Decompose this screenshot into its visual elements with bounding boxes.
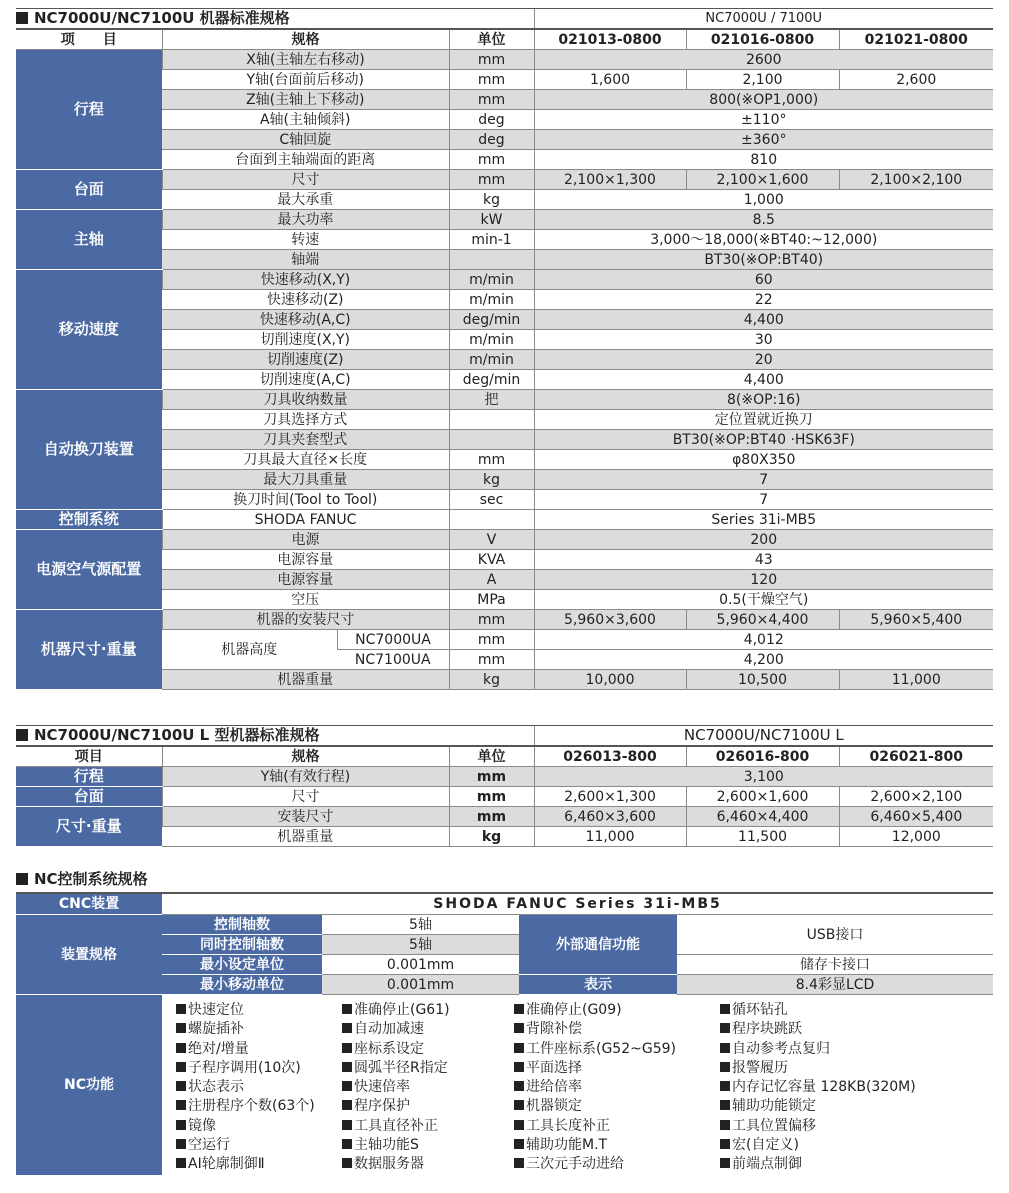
spec-label: 刀具夹套型式 xyxy=(162,430,449,450)
spec-label: 机器重量 xyxy=(162,827,449,847)
cnc-label: CNC装置 xyxy=(16,893,162,915)
nc-function-column xyxy=(342,998,514,1175)
spec-label: 刀具最大直径×长度 xyxy=(162,450,449,470)
col-unit-header: 单位 xyxy=(449,746,534,767)
value-cell: BT30(※OP:BT40) xyxy=(534,250,993,270)
unit-cell: m/min xyxy=(449,270,534,290)
spec-label: 切削速度(A,C) xyxy=(162,370,449,390)
square-bullet-icon xyxy=(342,1139,352,1149)
unit-cell: m/min xyxy=(449,290,534,310)
value-cell: 5,960×5,400 xyxy=(839,610,993,630)
spec-label: A轴(主轴倾斜) xyxy=(162,110,449,130)
value-cell: 4,400 xyxy=(534,310,993,330)
spec-label: Z轴(主轴上下移动) xyxy=(162,90,449,110)
spec-label: 空压 xyxy=(162,590,449,610)
square-bullet-icon xyxy=(342,1004,352,1014)
spec-label: 切削速度(X,Y) xyxy=(162,330,449,350)
square-bullet-icon xyxy=(720,1100,730,1110)
value-cell: 0.5(干燥空气) xyxy=(534,590,993,610)
value-cell: 7 xyxy=(534,490,993,510)
display-value: 8.4彩显LCD xyxy=(677,975,993,995)
square-bullet-icon xyxy=(514,1139,524,1149)
nc-function-item: 准确停止(G61) xyxy=(342,1001,514,1020)
spec-label: 机器高度 xyxy=(162,630,337,670)
nc-function-item: AI轮廓制御Ⅱ xyxy=(176,1155,342,1174)
nc-function-item: 自动加减速 xyxy=(342,1020,514,1039)
col-spec-header: 规格 xyxy=(162,746,449,767)
cnc-value: SHODA FANUC Series 31i-MB5 xyxy=(162,893,993,915)
unit-cell: m/min xyxy=(449,330,534,350)
unit-cell: deg/min xyxy=(449,310,534,330)
value-cell: 120 xyxy=(534,570,993,590)
square-bullet-icon xyxy=(342,1023,352,1033)
square-bullet-icon xyxy=(176,1023,186,1033)
spec-label: 最大功率 xyxy=(162,210,449,230)
device-label: 装置规格 xyxy=(16,915,162,995)
unit-cell: kg xyxy=(449,827,534,847)
comm-label: 外部通信功能 xyxy=(519,915,677,975)
unit-cell: mm xyxy=(449,50,534,70)
value-cell: 2,100×2,100 xyxy=(839,170,993,190)
value-cell: 2,100×1,600 xyxy=(686,170,839,190)
spec-label: 快速移动(X,Y) xyxy=(162,270,449,290)
square-bullet-icon xyxy=(176,1062,186,1072)
square-bullet-icon xyxy=(16,12,28,24)
value-cell: φ80X350 xyxy=(534,450,993,470)
square-bullet-icon xyxy=(720,1158,730,1168)
unit-cell: mm xyxy=(449,787,534,807)
unit-cell: deg/min xyxy=(449,370,534,390)
value-cell: ±360° xyxy=(534,130,993,150)
nc-function-item: 绝对/增量 xyxy=(176,1040,342,1059)
col-unit-header: 单位 xyxy=(449,29,534,50)
unit-cell xyxy=(449,250,534,270)
spec-label: 机器的安装尺寸 xyxy=(162,610,449,630)
spec-label: 转速 xyxy=(162,230,449,250)
square-bullet-icon xyxy=(342,1120,352,1130)
nc-function-item: 状态表示 xyxy=(176,1078,342,1097)
value-cell: 20 xyxy=(534,350,993,370)
unit-cell: min-1 xyxy=(449,230,534,250)
square-bullet-icon xyxy=(720,1043,730,1053)
device-item-value: 5轴 xyxy=(322,935,519,955)
sub-spec-label: NC7100UA xyxy=(337,650,449,670)
nc-function-item: 空运行 xyxy=(176,1136,342,1155)
category-power: 电源空气源配置 xyxy=(16,530,162,610)
value-cell: 定位置就近换刀 xyxy=(534,410,993,430)
square-bullet-icon xyxy=(176,1004,186,1014)
nc-function-item: 工具长度补正 xyxy=(514,1117,720,1136)
square-bullet-icon xyxy=(342,1043,352,1053)
spec-label: 刀具选择方式 xyxy=(162,410,449,430)
category-size: 机器尺寸·重量 xyxy=(16,610,162,690)
square-bullet-icon xyxy=(16,873,28,885)
unit-cell: mm xyxy=(449,807,534,827)
unit-cell: MPa xyxy=(449,590,534,610)
nc-function-item: 程序保护 xyxy=(342,1097,514,1116)
model-header-3: 026021-800 xyxy=(839,746,993,767)
col-item-header: 项目 xyxy=(16,746,162,767)
model-series-header: NC7000U/NC7100U L xyxy=(534,726,993,747)
nc-function-item: 快速倍率 xyxy=(342,1078,514,1097)
value-cell: 5,960×4,400 xyxy=(686,610,839,630)
value-cell: 11,000 xyxy=(839,670,993,690)
nc-function-item: 循环钻孔 xyxy=(720,1001,980,1020)
square-bullet-icon xyxy=(514,1023,524,1033)
square-bullet-icon xyxy=(720,1139,730,1149)
section-title: NC7000U/NC7100U L 型机器标准规格 xyxy=(16,726,534,747)
nc-function-item: 工具位置偏移 xyxy=(720,1117,980,1136)
square-bullet-icon xyxy=(720,1023,730,1033)
nc-function-item: 主轴功能S xyxy=(342,1136,514,1155)
category-control: 控制系统 xyxy=(16,510,162,530)
spec-label: 电源容量 xyxy=(162,570,449,590)
spec-label: X轴(主轴左右移动) xyxy=(162,50,449,70)
unit-cell: kg xyxy=(449,190,534,210)
value-cell: 2,600×1,300 xyxy=(534,787,686,807)
device-item-label: 控制轴数 xyxy=(162,915,322,935)
square-bullet-icon xyxy=(176,1100,186,1110)
value-cell: 2,100×1,300 xyxy=(534,170,686,190)
value-cell: 10,500 xyxy=(686,670,839,690)
square-bullet-icon xyxy=(176,1158,186,1168)
spec-label: 快速移动(Z) xyxy=(162,290,449,310)
nc-function-item: 进给倍率 xyxy=(514,1078,720,1097)
square-bullet-icon xyxy=(514,1004,524,1014)
value-cell: 6,460×5,400 xyxy=(839,807,993,827)
square-bullet-icon xyxy=(342,1100,352,1110)
nc-function-grid xyxy=(162,995,993,1175)
value-cell: 4,200 xyxy=(534,650,993,670)
model-header-2: 026016-800 xyxy=(686,746,839,767)
nc-function-item: 宏(自定义) xyxy=(720,1136,980,1155)
nc-function-item: 机器锁定 xyxy=(514,1097,720,1116)
unit-cell: kW xyxy=(449,210,534,230)
category-travel: 行程 xyxy=(16,50,162,170)
nc-control-table xyxy=(16,892,993,1176)
value-cell: 11,000 xyxy=(534,827,686,847)
unit-cell: V xyxy=(449,530,534,550)
value-cell: 3,000～18,000(※BT40:~12,000) xyxy=(534,230,993,250)
value-cell: 2600 xyxy=(534,50,993,70)
category-spindle: 主轴 xyxy=(16,210,162,270)
unit-cell xyxy=(449,410,534,430)
spec-label: 轴端 xyxy=(162,250,449,270)
model-series-header: NC7000U / 7100U xyxy=(534,9,993,30)
nc-function-column xyxy=(162,998,342,1175)
spec-label: 最大刀具重量 xyxy=(162,470,449,490)
col-item-header: 项 目 xyxy=(16,29,162,50)
unit-cell: m/min xyxy=(449,350,534,370)
square-bullet-icon xyxy=(514,1062,524,1072)
value-cell: ±110° xyxy=(534,110,993,130)
square-bullet-icon xyxy=(342,1062,352,1072)
nc-function-item: 程序块跳跃 xyxy=(720,1020,980,1039)
value-cell: 2,600×2,100 xyxy=(839,787,993,807)
device-item-label: 最小设定单位 xyxy=(162,955,322,975)
spec-label: 电源容量 xyxy=(162,550,449,570)
value-cell: 6,460×4,400 xyxy=(686,807,839,827)
display-label: 表示 xyxy=(519,975,677,995)
value-cell: 1,600 xyxy=(534,70,686,90)
value-cell: 810 xyxy=(534,150,993,170)
value-cell: 5,960×3,600 xyxy=(534,610,686,630)
unit-cell: mm xyxy=(449,150,534,170)
nc-control-title: NC控制系统规格 xyxy=(16,868,148,889)
category-travel: 行程 xyxy=(16,767,162,787)
square-bullet-icon xyxy=(176,1120,186,1130)
model-header-1: 021013-0800 xyxy=(534,29,686,50)
unit-cell: A xyxy=(449,570,534,590)
value-cell: 10,000 xyxy=(534,670,686,690)
square-bullet-icon xyxy=(342,1158,352,1168)
value-cell: 22 xyxy=(534,290,993,310)
value-cell: BT30(※OP:BT40 ·HSK63F) xyxy=(534,430,993,450)
spec-label: Y轴(台面前后移动) xyxy=(162,70,449,90)
unit-cell: mm xyxy=(449,610,534,630)
value-cell: 8(※OP:16) xyxy=(534,390,993,410)
square-bullet-icon xyxy=(342,1081,352,1091)
category-feed: 移动速度 xyxy=(16,270,162,390)
spec-label: 机器重量 xyxy=(162,670,449,690)
nc-function-item: 内存记忆容量 128KB(320M) xyxy=(720,1078,980,1097)
nc-function-item: 子程序调用(10次) xyxy=(176,1059,342,1078)
nc-function-item: 镜像 xyxy=(176,1117,342,1136)
spec-label: 尺寸 xyxy=(162,170,449,190)
value-cell: 800(※OP1,000) xyxy=(534,90,993,110)
col-spec-header: 规格 xyxy=(162,29,449,50)
standard-spec-table xyxy=(16,8,993,690)
spec-label: 安装尺寸 xyxy=(162,807,449,827)
spec-label: C轴回旋 xyxy=(162,130,449,150)
device-item-label: 同时控制轴数 xyxy=(162,935,322,955)
spec-label: 切削速度(Z) xyxy=(162,350,449,370)
square-bullet-icon xyxy=(514,1120,524,1130)
nc-function-item: 圆弧半径R指定 xyxy=(342,1059,514,1078)
nc-function-item: 背隙补偿 xyxy=(514,1020,720,1039)
square-bullet-icon xyxy=(720,1004,730,1014)
unit-cell: sec xyxy=(449,490,534,510)
value-cell: 3,100 xyxy=(534,767,993,787)
value-cell: Series 31i-MB5 xyxy=(534,510,993,530)
square-bullet-icon xyxy=(720,1081,730,1091)
value-cell: 200 xyxy=(534,530,993,550)
spec-label: 换刀时间(Tool to Tool) xyxy=(162,490,449,510)
unit-cell xyxy=(449,510,534,530)
unit-cell: mm xyxy=(449,70,534,90)
spec-label: 尺寸 xyxy=(162,787,449,807)
nc-function-column xyxy=(514,998,720,1175)
square-bullet-icon xyxy=(16,729,28,741)
nc-function-item: 自动参考点复归 xyxy=(720,1040,980,1059)
device-item-label: 最小移动单位 xyxy=(162,975,322,995)
unit-cell: kg xyxy=(449,670,534,690)
nc-function-label: NC功能 xyxy=(16,995,162,1176)
comm-value-usb: USB接口 xyxy=(677,915,993,955)
nc-function-item: 报警履历 xyxy=(720,1059,980,1078)
square-bullet-icon xyxy=(176,1139,186,1149)
category-size: 尺寸·重量 xyxy=(16,807,162,847)
unit-cell: mm xyxy=(449,90,534,110)
model-header-3: 021021-0800 xyxy=(839,29,993,50)
category-table: 台面 xyxy=(16,787,162,807)
l-type-spec-table xyxy=(16,725,993,847)
nc-function-item: 三次元手动进给 xyxy=(514,1155,720,1174)
unit-cell xyxy=(449,430,534,450)
section-title: NC7000U/NC7100U 机器标准规格 xyxy=(16,9,534,30)
value-cell: 4,012 xyxy=(534,630,993,650)
value-cell: 43 xyxy=(534,550,993,570)
nc-function-item: 辅助功能M.T xyxy=(514,1136,720,1155)
nc-function-item: 前端点制御 xyxy=(720,1155,980,1174)
square-bullet-icon xyxy=(720,1062,730,1072)
nc-function-item: 辅助功能锁定 xyxy=(720,1097,980,1116)
nc-function-item: 注册程序个数(63个) xyxy=(176,1097,342,1116)
spec-label: 台面到主轴端面的距离 xyxy=(162,150,449,170)
value-cell: 2,100 xyxy=(686,70,839,90)
square-bullet-icon xyxy=(514,1043,524,1053)
nc-function-item: 平面选择 xyxy=(514,1059,720,1078)
unit-cell: mm xyxy=(449,450,534,470)
nc-function-item: 快速定位 xyxy=(176,1001,342,1020)
nc-function-column xyxy=(720,998,980,1175)
spec-label: 刀具收纳数量 xyxy=(162,390,449,410)
device-item-value: 0.001mm xyxy=(322,955,519,975)
value-cell: 2,600×1,600 xyxy=(686,787,839,807)
value-cell: 4,400 xyxy=(534,370,993,390)
nc-function-item: 数据服务器 xyxy=(342,1155,514,1174)
value-cell: 8.5 xyxy=(534,210,993,230)
square-bullet-icon xyxy=(176,1043,186,1053)
nc-function-item: 准确停止(G09) xyxy=(514,1001,720,1020)
value-cell: 12,000 xyxy=(839,827,993,847)
value-cell: 1,000 xyxy=(534,190,993,210)
unit-cell: 把 xyxy=(449,390,534,410)
nc-function-item: 工具直径补正 xyxy=(342,1117,514,1136)
square-bullet-icon xyxy=(176,1081,186,1091)
value-cell: 11,500 xyxy=(686,827,839,847)
model-header-1: 026013-800 xyxy=(534,746,686,767)
model-header-2: 021016-0800 xyxy=(686,29,839,50)
value-cell: 30 xyxy=(534,330,993,350)
square-bullet-icon xyxy=(514,1081,524,1091)
category-atc: 自动换刀装置 xyxy=(16,390,162,510)
value-cell: 7 xyxy=(534,470,993,490)
unit-cell: kg xyxy=(449,470,534,490)
unit-cell: mm xyxy=(449,767,534,787)
nc-function-item: 螺旋插补 xyxy=(176,1020,342,1039)
spec-label: 最大承重 xyxy=(162,190,449,210)
device-item-value: 5轴 xyxy=(322,915,519,935)
value-cell: 60 xyxy=(534,270,993,290)
value-cell: 2,600 xyxy=(839,70,993,90)
square-bullet-icon xyxy=(514,1100,524,1110)
unit-cell: mm xyxy=(449,630,534,650)
unit-cell: deg xyxy=(449,130,534,150)
unit-cell: mm xyxy=(449,650,534,670)
unit-cell: KVA xyxy=(449,550,534,570)
spec-label: 快速移动(A,C) xyxy=(162,310,449,330)
square-bullet-icon xyxy=(720,1120,730,1130)
nc-function-item: 工件座标系(G52~G59) xyxy=(514,1040,720,1059)
comm-value-card: 储存卡接口 xyxy=(677,955,993,975)
spec-label: Y轴(有效行程) xyxy=(162,767,449,787)
device-item-value: 0.001mm xyxy=(322,975,519,995)
spec-label: 电源 xyxy=(162,530,449,550)
value-cell: 6,460×3,600 xyxy=(534,807,686,827)
square-bullet-icon xyxy=(514,1158,524,1168)
unit-cell: mm xyxy=(449,170,534,190)
nc-function-item: 座标系设定 xyxy=(342,1040,514,1059)
unit-cell: deg xyxy=(449,110,534,130)
spec-label: SHODA FANUC xyxy=(162,510,449,530)
sub-spec-label: NC7000UA xyxy=(337,630,449,650)
category-table: 台面 xyxy=(16,170,162,210)
